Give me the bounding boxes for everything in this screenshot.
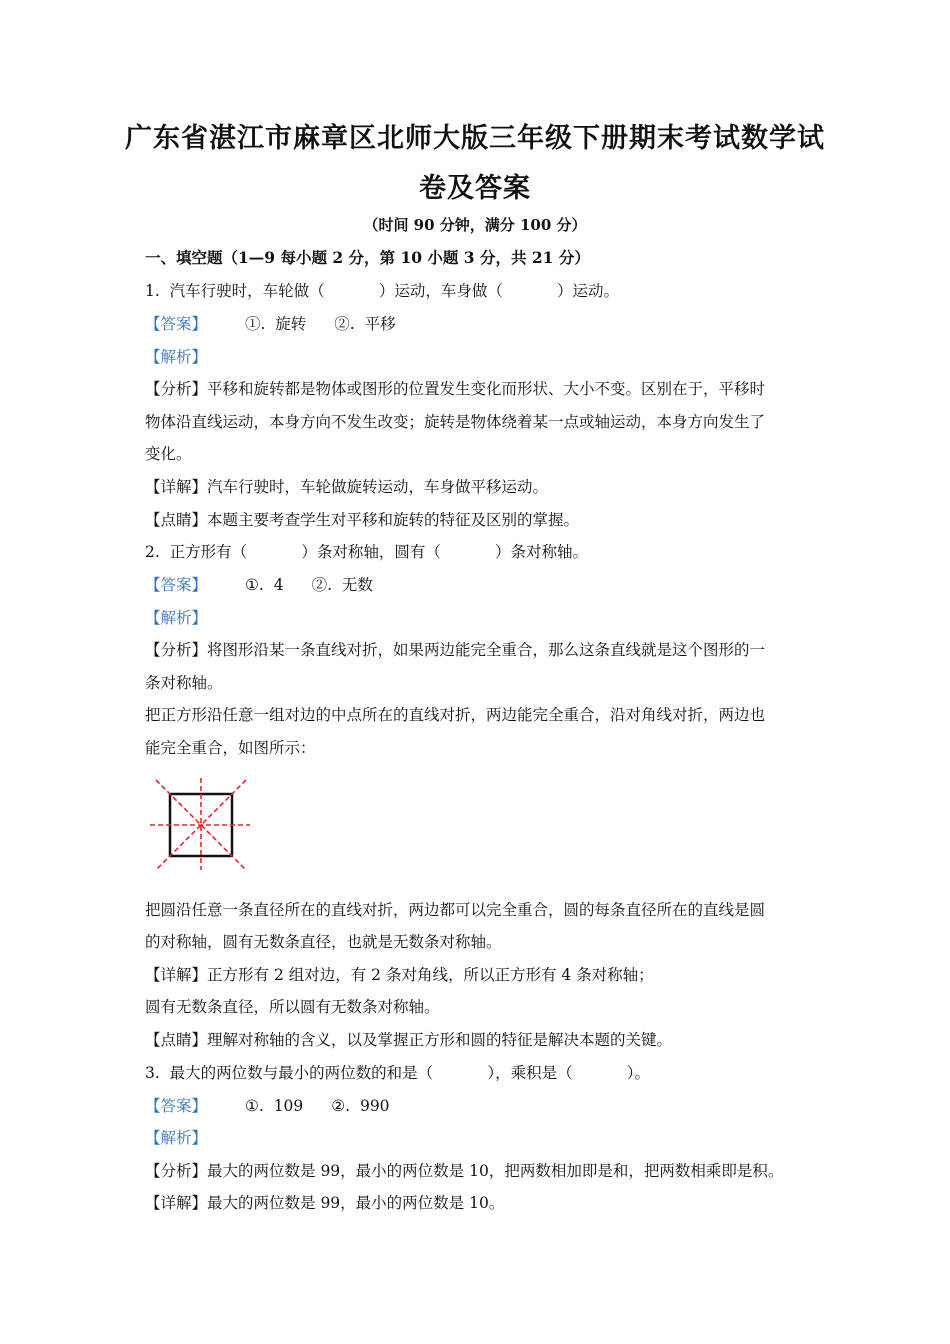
q2-para-1: 把正方形沿任意一组对边的中点所在的直线对折，两边能完全重合，沿对角线对折，两边也 [145,706,766,724]
detail-label: 【详解】 [145,478,208,496]
q2-answer-2: ②. 无数 [311,576,373,594]
answer-label: 【答案】 [145,576,208,594]
q3-answer-1: ①. 109 [245,1097,304,1115]
q2-analysis-line2: 条对称轴。 [145,674,223,692]
q2-para-4: 的对称轴，圆有无数条直径，也就是无数条对称轴。 [145,933,502,951]
q1-analysis-line1: 【分析】平移和旋转都是物体或图形的位置发生变化而形状、大小不变。区别在于，平移时 [145,380,766,398]
analysis-heading: 【解析】 [145,1129,208,1147]
q2-text: 2. 正方形有（ ）条对称轴，圆有（ ）条对称轴。 [145,543,589,561]
answer-label: 【答案】 [145,1097,208,1115]
q2-para-3: 把圆沿任意一条直径所在的直线对折，两边都可以完全重合，圆的每条直径所在的直线是圆 [145,901,766,919]
q3-answer-2: ②. 990 [331,1097,390,1115]
analysis-heading: 【解析】 [145,348,208,366]
q3-detail: 【详解】最大的两位数是 99，最小的两位数是 10。 [145,1194,505,1212]
analysis-heading: 【解析】 [145,609,208,627]
doc-title-line2: 卷及答案 [419,173,531,204]
q2-detail-line1: 【详解】正方形有 2 组对边，有 2 条对角线，所以正方形有 4 条对称轴； [145,966,654,984]
q2-detail-line2: 圆有无数条直径，所以圆有无数条对称轴。 [145,998,440,1016]
q1-analysis-line3: 变化。 [145,445,192,463]
comment-label: 【点睛】 [145,1031,208,1049]
square-symmetry-axes-figure [148,776,252,872]
analysis-label: 【分析】 [145,1162,208,1180]
q2-comment: 【点睛】理解对称轴的含义，以及掌握正方形和圆的特征是解决本题的关键。 [145,1031,673,1049]
doc-title-line1: 广东省湛江市麻章区北师大版三年级下册期末考试数学试 [125,123,825,154]
q2-analysis-line1: 【分析】将图形沿某一条直线对折，如果两边能完全重合，那么这条直线就是这个图形的一 [145,641,766,659]
detail-label: 【详解】 [145,966,208,984]
q1-text: 1. 汽车行驶时，车轮做（ ）运动，车身做（ ）运动。 [145,282,620,300]
q2-answer-1: ①. 4 [245,576,284,594]
comment-label: 【点睛】 [145,511,208,529]
answer-label: 【答案】 [145,315,208,333]
analysis-label: 【分析】 [145,641,208,659]
section-heading: 一、填空题（1—9 每小题 2 分，第 10 小题 3 分，共 21 分） [145,248,590,267]
analysis-label: 【分析】 [145,380,208,398]
exam-info: （时间 90 分钟，满分 100 分） [363,216,587,234]
q1-answer-row [145,314,396,334]
q3-answer-row [145,1096,390,1116]
q3-analysis: 【分析】最大的两位数是 99，最小的两位数是 10，把两数相加即是和，把两数相乘即是积。 [145,1162,784,1180]
q1-comment: 【点睛】本题主要考查学生对平移和旋转的特征及区别的掌握。 [145,511,580,529]
q3-text: 3. 最大的两位数与最小的两位数的和是（ ），乘积是（ ）。 [145,1064,651,1082]
q1-analysis-line2: 物体沿直线运动，本身方向不发生改变；旋转是物体绕着某一点或轴运动，本身方向发生了 [145,413,766,431]
detail-label: 【详解】 [145,1194,208,1212]
q1-detail: 【详解】汽车行驶时，车轮做旋转运动，车身做平移运动。 [145,478,549,496]
q1-answer-2: ②. 平移 [334,315,396,333]
q2-answer-row [145,575,373,595]
q2-para-2: 能完全重合，如图所示： [145,739,316,757]
q1-answer-1: ①. 旋转 [245,315,307,333]
